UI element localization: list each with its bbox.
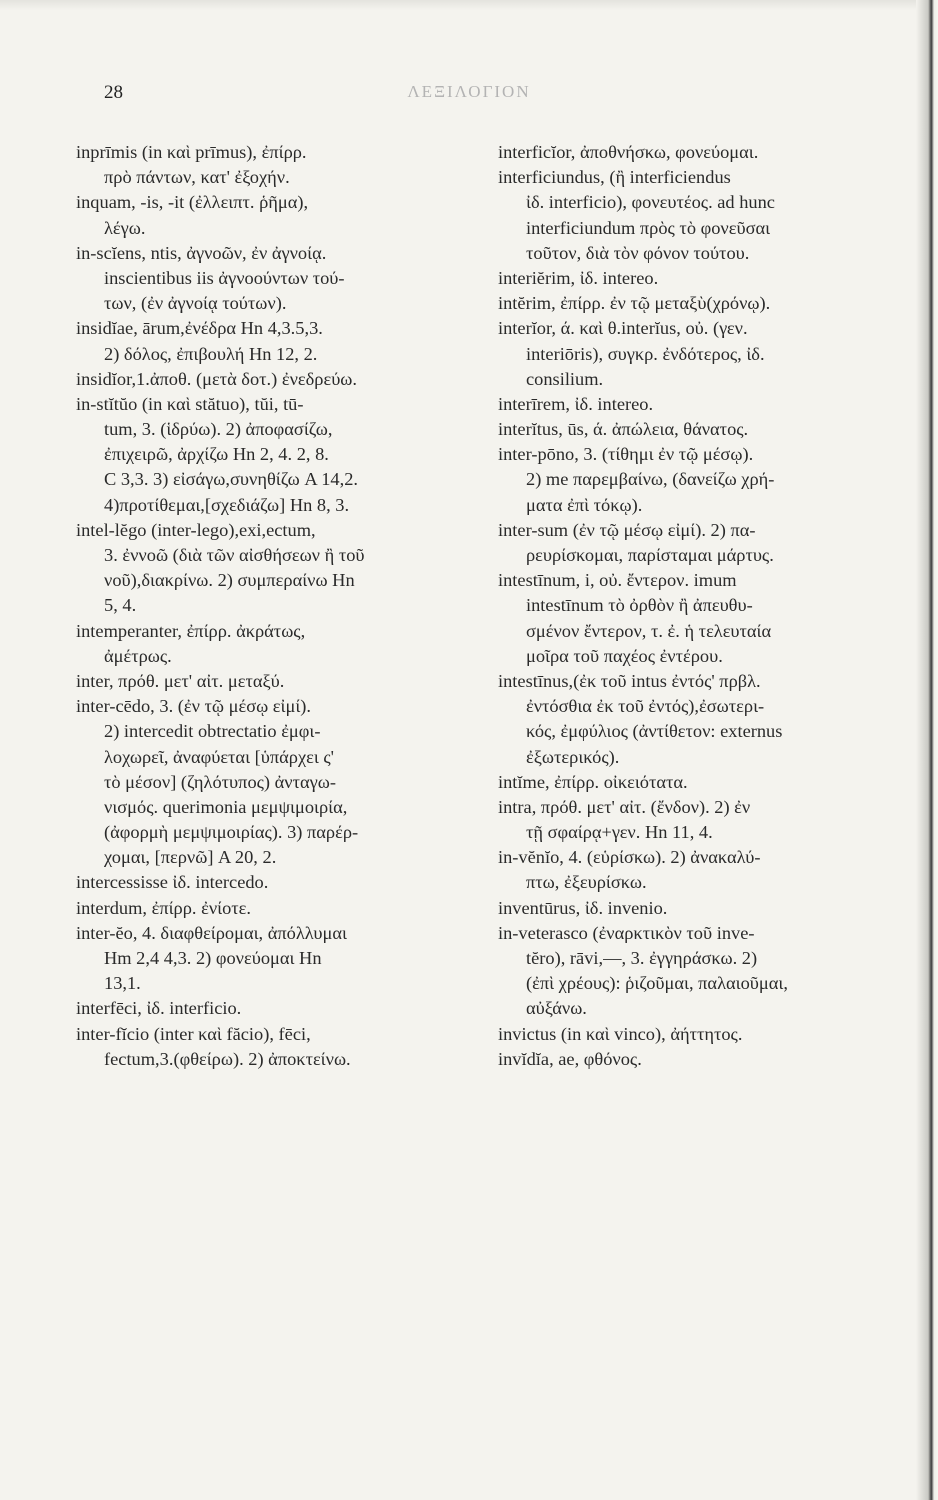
entry-continuation-line: Hm 2,4 4,3. 2) φονεύομαι Hn: [104, 948, 322, 968]
entry-headword-line: intercessisse ἰδ. intercedo.: [76, 872, 269, 893]
entry-headword-line: intra, πρόθ. μετ' αἰτ. (ἔνδον). 2) ἐν: [498, 796, 751, 817]
entry-headword-line: inter-cēdo, 3. (ἐν τῷ μέσῳ εἰμί).: [76, 696, 312, 717]
dictionary-entry: [498, 165, 906, 266]
entry-headword-line: invictus (in καὶ vinco), ἀήττητος.: [498, 1023, 743, 1044]
entry-headword-line: in-veterasco (ἐναρκτικὸν τοῦ inve-: [498, 922, 755, 943]
dictionary-entry: [498, 669, 906, 770]
entry-continuation-line: των, (ἐν ἀγνοίᾳ τούτων).: [104, 293, 287, 314]
entry-headword-line: inter-sum (ἐν τῷ μέσῳ εἰμί). 2) πα-: [498, 519, 756, 540]
entry-headword-line: intĕrim, ἐπίρρ. ἐν τῷ μεταξὺ(χρόνῳ).: [498, 293, 771, 314]
dictionary-entry: [76, 694, 486, 870]
entry-continuation-line: tum, 3. (ἱδρύω). 2) ἀποφασίζω,: [104, 419, 333, 440]
dictionary-entry: [76, 367, 486, 392]
entry-continuation-line: ματα ἐπὶ τόκῳ).: [526, 494, 643, 515]
entry-continuation-line: 2) me παρεμβαίνω, (δανείζω χρή-: [526, 469, 775, 490]
dictionary-entry: [498, 1047, 906, 1072]
dictionary-entry: [498, 845, 906, 895]
entry-continuation-line: λέγω.: [104, 217, 146, 238]
entry-headword-line: invĭdĭa, ae, φθόνος.: [498, 1048, 642, 1069]
entry-headword-line: interīrem, ἰδ. intereo.: [498, 393, 654, 414]
entry-continuation-line: 2) intercedit obtrectatio ἐμφι-: [104, 721, 321, 742]
dictionary-entry: [498, 392, 906, 417]
entry-continuation-line: C 3,3. 3) εἰσάγω,συνηθίζω A 14,2.: [104, 469, 359, 490]
entry-continuation-line: ἐντόσθια ἐκ τοῦ ἐντός),ἐσωτερι-: [526, 696, 765, 717]
entry-continuation-line: interiōris), συγκρ. ἐνδότερος, ἰδ.: [526, 343, 765, 364]
entry-headword-line: interdum, ἐπίρρ. ἐνίοτε.: [76, 897, 251, 918]
dictionary-entry: [76, 140, 486, 190]
dictionary-entry: [498, 518, 906, 568]
dictionary-entry: [498, 291, 906, 316]
entry-continuation-line: 3. ἐννοῶ (διὰ τῶν αἰσθήσεων ἢ τοῦ: [104, 545, 365, 565]
entry-continuation-line: inscientibus iis ἀγνοούντων τού-: [104, 267, 345, 288]
entry-headword-line: interiĕrim, ἰδ. intereo.: [498, 267, 659, 288]
entry-continuation-line: λοχωρεῖ, ἀναφύεται [ὑπάρχει ς': [104, 746, 334, 767]
entry-headword-line: inquam, -is, -it (ἐλλειπτ. ῥῆμα),: [76, 192, 309, 213]
entry-headword-line: interficiundus, (ἢ interficiendus: [498, 167, 731, 188]
dictionary-entry: [498, 770, 906, 795]
dictionary-entry: [76, 190, 486, 240]
left-column: [76, 140, 486, 1072]
entry-continuation-line: νισμός. querimonia μεμψιμοιρία,: [104, 796, 348, 817]
dictionary-entry: [76, 870, 486, 895]
entry-continuation-line: intestīnum τὸ ὀρθὸν ἢ ἀπευθυ-: [526, 595, 753, 616]
entry-continuation-line: 5, 4.: [104, 595, 137, 616]
dictionary-entry: [498, 795, 906, 845]
dictionary-entry: [76, 669, 486, 694]
dictionary-entry: [498, 442, 906, 518]
dictionary-entry: [498, 921, 906, 1022]
entry-continuation-line: fectum,3.(φθείρω). 2) ἀποκτείνω.: [104, 1048, 351, 1069]
page-number: 28: [104, 82, 123, 103]
page-header: [0, 76, 938, 106]
entry-headword-line: intemperanter, ἐπίρρ. ἀκράτως,: [76, 620, 306, 641]
entry-continuation-line: ἐπιχειρῶ, ἀρχίζω Hn 2, 4. 2, 8.: [104, 444, 329, 465]
entry-continuation-line: τῇ σφαίρᾳ+γεν. Hn 11, 4.: [526, 822, 713, 843]
dictionary-entry: [498, 896, 906, 921]
dictionary-entry: [76, 896, 486, 921]
dictionary-entry: [76, 921, 486, 997]
entry-continuation-line: νοῦ),διακρίνω. 2) συμπεραίνω Hn: [104, 570, 355, 591]
dictionary-entry: [76, 392, 486, 518]
entry-continuation-line: 13,1.: [104, 973, 141, 994]
entry-continuation-line: αὐξάνω.: [526, 998, 587, 1019]
dictionary-entry: [76, 996, 486, 1021]
dictionary-entry: [498, 568, 906, 669]
entry-continuation-line: ἀμέτρως.: [104, 645, 172, 666]
entry-headword-line: in-stĭtŭo (in καὶ stătuo), tŭi, tū-: [76, 393, 304, 414]
entry-continuation-line: ρευρίσκομαι, παρίσταμαι μάρτυς.: [526, 545, 774, 565]
dictionary-entry: [76, 1022, 486, 1072]
dictionary-entry: [498, 417, 906, 442]
running-title: ΛΕΞΙΛΟΓΙΟΝ: [407, 82, 531, 101]
entry-headword-line: inprīmis (in καὶ prīmus), ἐπίρρ.: [76, 142, 307, 162]
entry-continuation-line: κός, ἐμφύλιος (ἀντίθετον: externus: [526, 721, 783, 742]
dictionary-entry: [498, 1022, 906, 1047]
dictionary-entry: [498, 316, 906, 392]
entry-continuation-line: ἐξωτερικός).: [526, 746, 620, 767]
entry-continuation-line: σμένον ἔντερον, τ. ἐ. ἡ τελευταία: [526, 620, 772, 641]
entry-continuation-line: μοῖρα τοῦ παχέος ἐντέρου.: [526, 645, 723, 666]
dictionary-entry: [498, 266, 906, 291]
entry-continuation-line: (ἐπὶ χρέους): ῥιζοῦμαι, παλαιοῦμαι,: [526, 973, 788, 994]
entry-continuation-line: interficiundum πρὸς τὸ φονεῦσαι: [526, 217, 771, 238]
dictionary-entry: [76, 241, 486, 317]
entry-continuation-line: (ἀφορμὴ μεμψιμοιρίας). 3) παρέρ-: [104, 822, 359, 843]
entry-headword-line: interfēci, ἰδ. interficio.: [76, 998, 242, 1019]
dictionary-entry: [76, 619, 486, 669]
entry-continuation-line: τὸ μέσον] (ζηλότυπος) ἀνταγω-: [104, 771, 336, 792]
page-top-shadow: [0, 0, 938, 10]
entry-headword-line: in-vĕnĭo, 4. (εὑρίσκω). 2) ἀνακαλύ-: [498, 847, 761, 868]
entry-headword-line: interĭtus, ūs, ά. ἀπώλεια, θάνατος.: [498, 419, 749, 440]
entry-headword-line: intel-lĕgo (inter-lego),exi,ectum,: [76, 519, 316, 540]
entry-headword-line: insidĭor,1.ἀποθ. (μετὰ δοτ.) ἐνεδρεύω.: [76, 368, 358, 389]
entry-continuation-line: consilium.: [526, 368, 604, 389]
entry-continuation-line: 2) δόλος, ἐπιβουλή Hn 12, 2.: [104, 343, 318, 364]
entry-headword-line: interĭor, ά. καὶ θ.interĭus, οὐ. (γεν.: [498, 318, 748, 339]
entry-headword-line: inter-fĭcio (inter καὶ făcio), fēci,: [76, 1023, 311, 1044]
entry-headword-line: insidĭae, ārum,ἐνέδρα Hn 4,3.5,3.: [76, 318, 323, 339]
entry-continuation-line: πτω, ἐξευρίσκω.: [526, 872, 647, 893]
entry-continuation-line: ἰδ. interficio), φονευτέος. ad hunc: [526, 192, 775, 213]
dictionary-entry: [498, 140, 906, 165]
entry-headword-line: intestīnum, i, οὐ. ἔντερον. imum: [498, 570, 737, 591]
entry-headword-line: inventūrus, ἰδ. invenio.: [498, 897, 668, 918]
entry-headword-line: inter, πρόθ. μετ' αἰτ. μεταξύ.: [76, 670, 285, 691]
right-column: [498, 140, 906, 1072]
entry-continuation-line: tĕro), rāvi,—, 3. ἐγγηράσκω. 2): [526, 948, 758, 968]
entry-continuation-line: πρὸ πάντων, κατ' ἐξοχήν.: [104, 167, 290, 188]
entry-continuation-line: χομαι, [περνῶ] A 20, 2.: [104, 847, 277, 868]
page-edge-binding: [916, 0, 938, 1500]
dictionary-entry: [76, 518, 486, 619]
entry-headword-line: intestīnus,(ἐκ τοῦ intus ἐντός' πρβλ.: [498, 670, 761, 691]
entry-continuation-line: 4)προτίθεμαι,[σχεδιάζω] Hn 8, 3.: [104, 494, 350, 515]
entry-headword-line: inter-pōno, 3. (τίθημι ἐν τῷ μέσῳ).: [498, 444, 754, 465]
entry-headword-line: intĭme, ἐπίρρ. οἰκειότατα.: [498, 771, 688, 792]
entry-continuation-line: τοῦτον, διὰ τὸν φόνον τούτου.: [526, 242, 750, 263]
entry-headword-line: in-scĭens, ntis, ἀγνοῶν, ἐν ἀγνοίᾳ.: [76, 242, 327, 263]
entry-headword-line: interficĭor, ἀποθνήσκω, φονεύομαι.: [498, 142, 759, 162]
entry-headword-line: inter-ĕo, 4. διαφθείρομαι, ἀπόλλυμαι: [76, 922, 347, 943]
dictionary-entry: [76, 316, 486, 366]
